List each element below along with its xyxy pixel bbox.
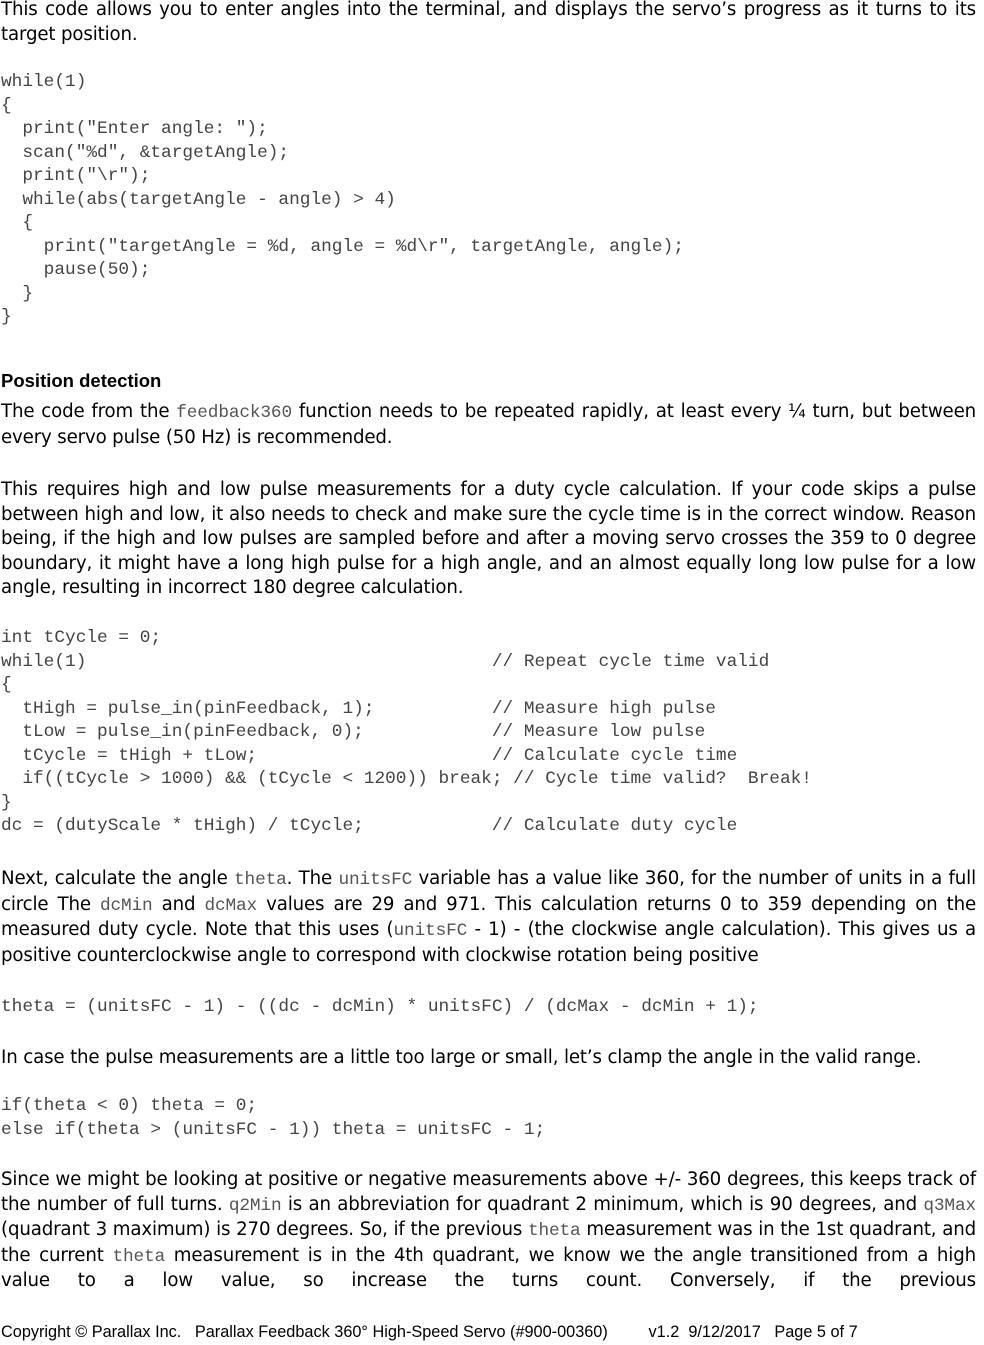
page-footer xyxy=(1,1322,984,1342)
paragraph-theta: Next, calculate the angle theta. The unitsFC variable has a value like 360, for the number of units in a full circle The dcMin and dcMax values are 29 and 971. This calculation returns 0 to 359 depending on the measured duty cycle. Note that this uses (unitsFC - 1) - (the clockwise angle calculation). This gives us a positive counterclockwise angle to correspond with clockwise rotation being positive xyxy=(1,868,977,966)
paragraph-duty-cycle: This requires high and low pulse measurements for a duty cycle calculation. If your code skips a pulse between high and low, it also needs to check and make sure the cycle time is in the correct window. Reason being, if the high and low pulses are sampled before and after a moving servo crosses the 359 to 0 degree boundary, it might have a long high pulse for a high angle, and an almost equally long low pulse for a low angle, resulting in incorrect 180 degree calculation. xyxy=(1,479,976,598)
paragraph-clamp: In case the pulse measurements are a little too large or small, let’s clamp the angle in the valid range. xyxy=(1,1047,922,1068)
footer-copyright: Copyright © Parallax Inc. xyxy=(1,1323,182,1341)
code-block-cycle: int tCycle = 0; while(1) // Repeat cycle time valid { tHigh = pulse_in(pinFeedback, 1); // Measure high pulse tLow = pulse_in(pinFeedback, 0); // Measure low pulse tCycle = tHigh + tLow; // Calculate cycle time if((tCycle > 1000) && (tCycle < 1200)) break; // Cycle time valid? Break! } dc = (dutyScale * tHigh) / tCycle; // Calculate duty cycle xyxy=(1,628,812,836)
inline-code: feedback360 xyxy=(176,403,292,423)
paragraph-feedback: The code from the feedback360 function needs to be repeated rapidly, at least every ¼ turn, but between every servo pulse (50 Hz) is recommended. xyxy=(1,401,976,448)
code-block-terminal: while(1) { print("Enter angle: "); scan("%d", &targetAngle); print("\r"); while(abs(targetAngle - angle) > 4) { print("targetAngle = %d, angle = %d\r", targetAngle, angle); pause(50); } } xyxy=(1,72,684,327)
code-block-clamp: if(theta < 0) theta = 0; else if(theta > (unitsFC - 1)) theta = unitsFC - 1; xyxy=(1,1096,546,1140)
intro-paragraph: This code allows you to enter angles into the terminal, and displays the servo’s progress as it turns to its target position. xyxy=(1,0,976,45)
section-heading: Position detection xyxy=(1,370,162,391)
footer-title: Parallax Feedback 360° High-Speed Servo (#900-00360) xyxy=(194,1323,608,1341)
code-block-theta: theta = (unitsFC - 1) - ((dc - dcMin) * unitsFC) / (dcMax - dcMin + 1); xyxy=(1,997,759,1017)
paragraph-turns: Since we might be looking at positive or negative measurements above +/- 360 degrees, this keeps track of the number of full turns. q2Min is an abbreviation for quadrant 2 minimum, which is 90 degrees, and q3Max (quadrant 3 maximum) is 270 degrees. So, if the previous theta measurement was in the 1st quadrant, and the current theta measurement is in the 4th quadrant, we know we the angle transitioned from a high value to a low value, so increase the turns count. Conversely, if the previous xyxy=(1,1169,976,1291)
footer-page-number: Page 5 of 7 xyxy=(774,1323,858,1341)
footer-version: v1.2 9/12/2017 xyxy=(648,1323,761,1341)
